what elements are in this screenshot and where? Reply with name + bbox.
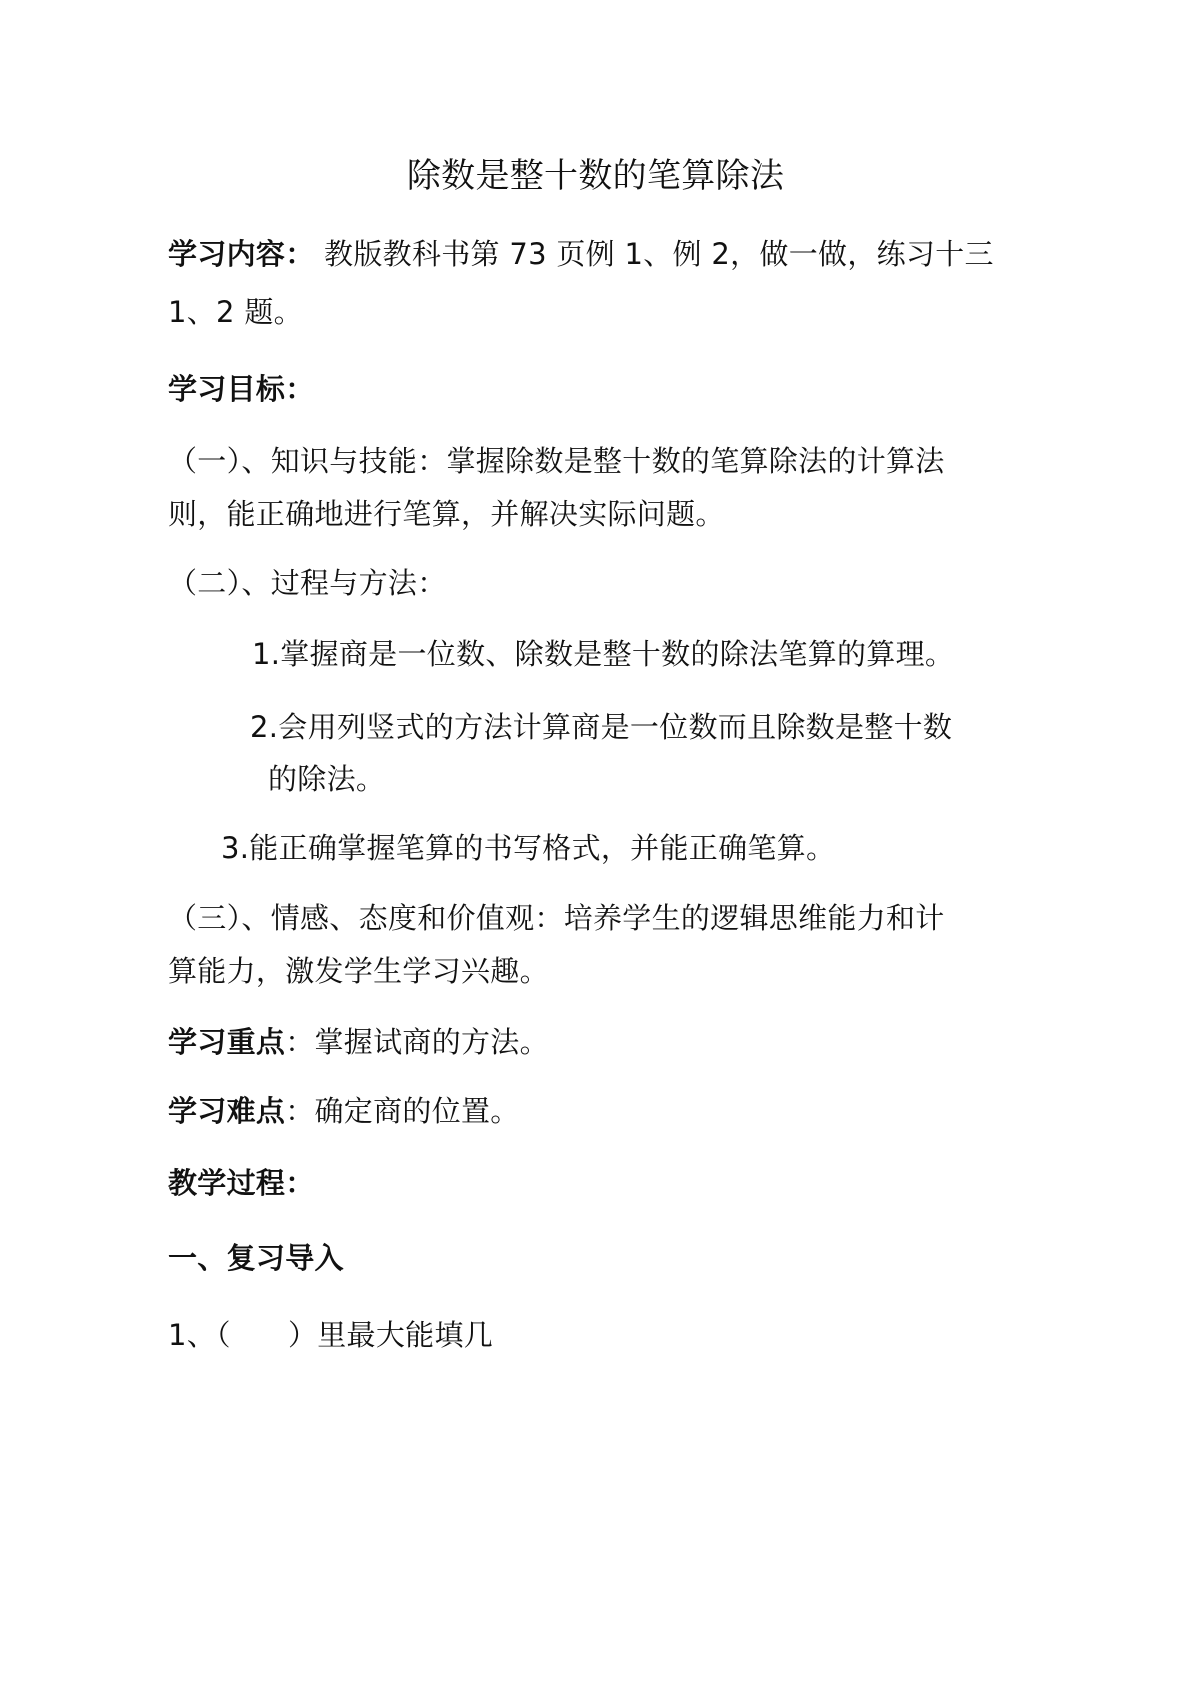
emotion-line-2: 算能力，激发学生学习兴趣。 [168,954,549,988]
knowledge-line-1: （一）、知识与技能：掌握除数是整十数的笔算除法的计算法 [168,444,945,478]
process-method-heading: （二）、过程与方法： [168,566,447,600]
section-1-heading: 一、复习导入 [168,1241,344,1275]
key-point-text: ：掌握试商的方法。 [285,1025,549,1059]
content-label: 学习内容： [168,237,315,271]
process-item-2-line-2: 的除法。 [268,762,386,796]
key-point [168,1024,549,1060]
process-heading: 教学过程： [168,1166,315,1200]
key-point-label: 学习重点 [168,1025,286,1059]
content-line-1 [168,236,994,272]
difficulty-point [168,1093,520,1129]
page-title: 除数是整十数的笔算除法 [406,156,785,196]
process-item-2-line-1: 2.会用列竖式的方法计算商是一位数而且除数是整十数 [250,710,953,744]
knowledge-line-2: 则，能正确地进行笔算，并解决实际问题。 [168,497,725,531]
objectives-heading: 学习目标： [168,372,315,406]
content-text: 教版教科书第 73 页例 1、例 2，做一做，练习十三 [324,237,994,271]
section-1-item-1: 1、（ ）里最大能填几 [168,1318,494,1352]
process-item-3: 3.能正确掌握笔算的书写格式，并能正确笔算。 [221,831,836,865]
difficulty-label: 学习难点 [168,1094,286,1128]
difficulty-text: ：确定商的位置。 [285,1094,520,1128]
process-item-1: 1.掌握商是一位数、除数是整十数的除法笔算的算理。 [252,637,955,671]
emotion-line-1: （三）、情感、态度和价值观：培养学生的逻辑思维能力和计 [168,901,945,935]
content-line-2: 1、2 题。 [168,295,303,329]
